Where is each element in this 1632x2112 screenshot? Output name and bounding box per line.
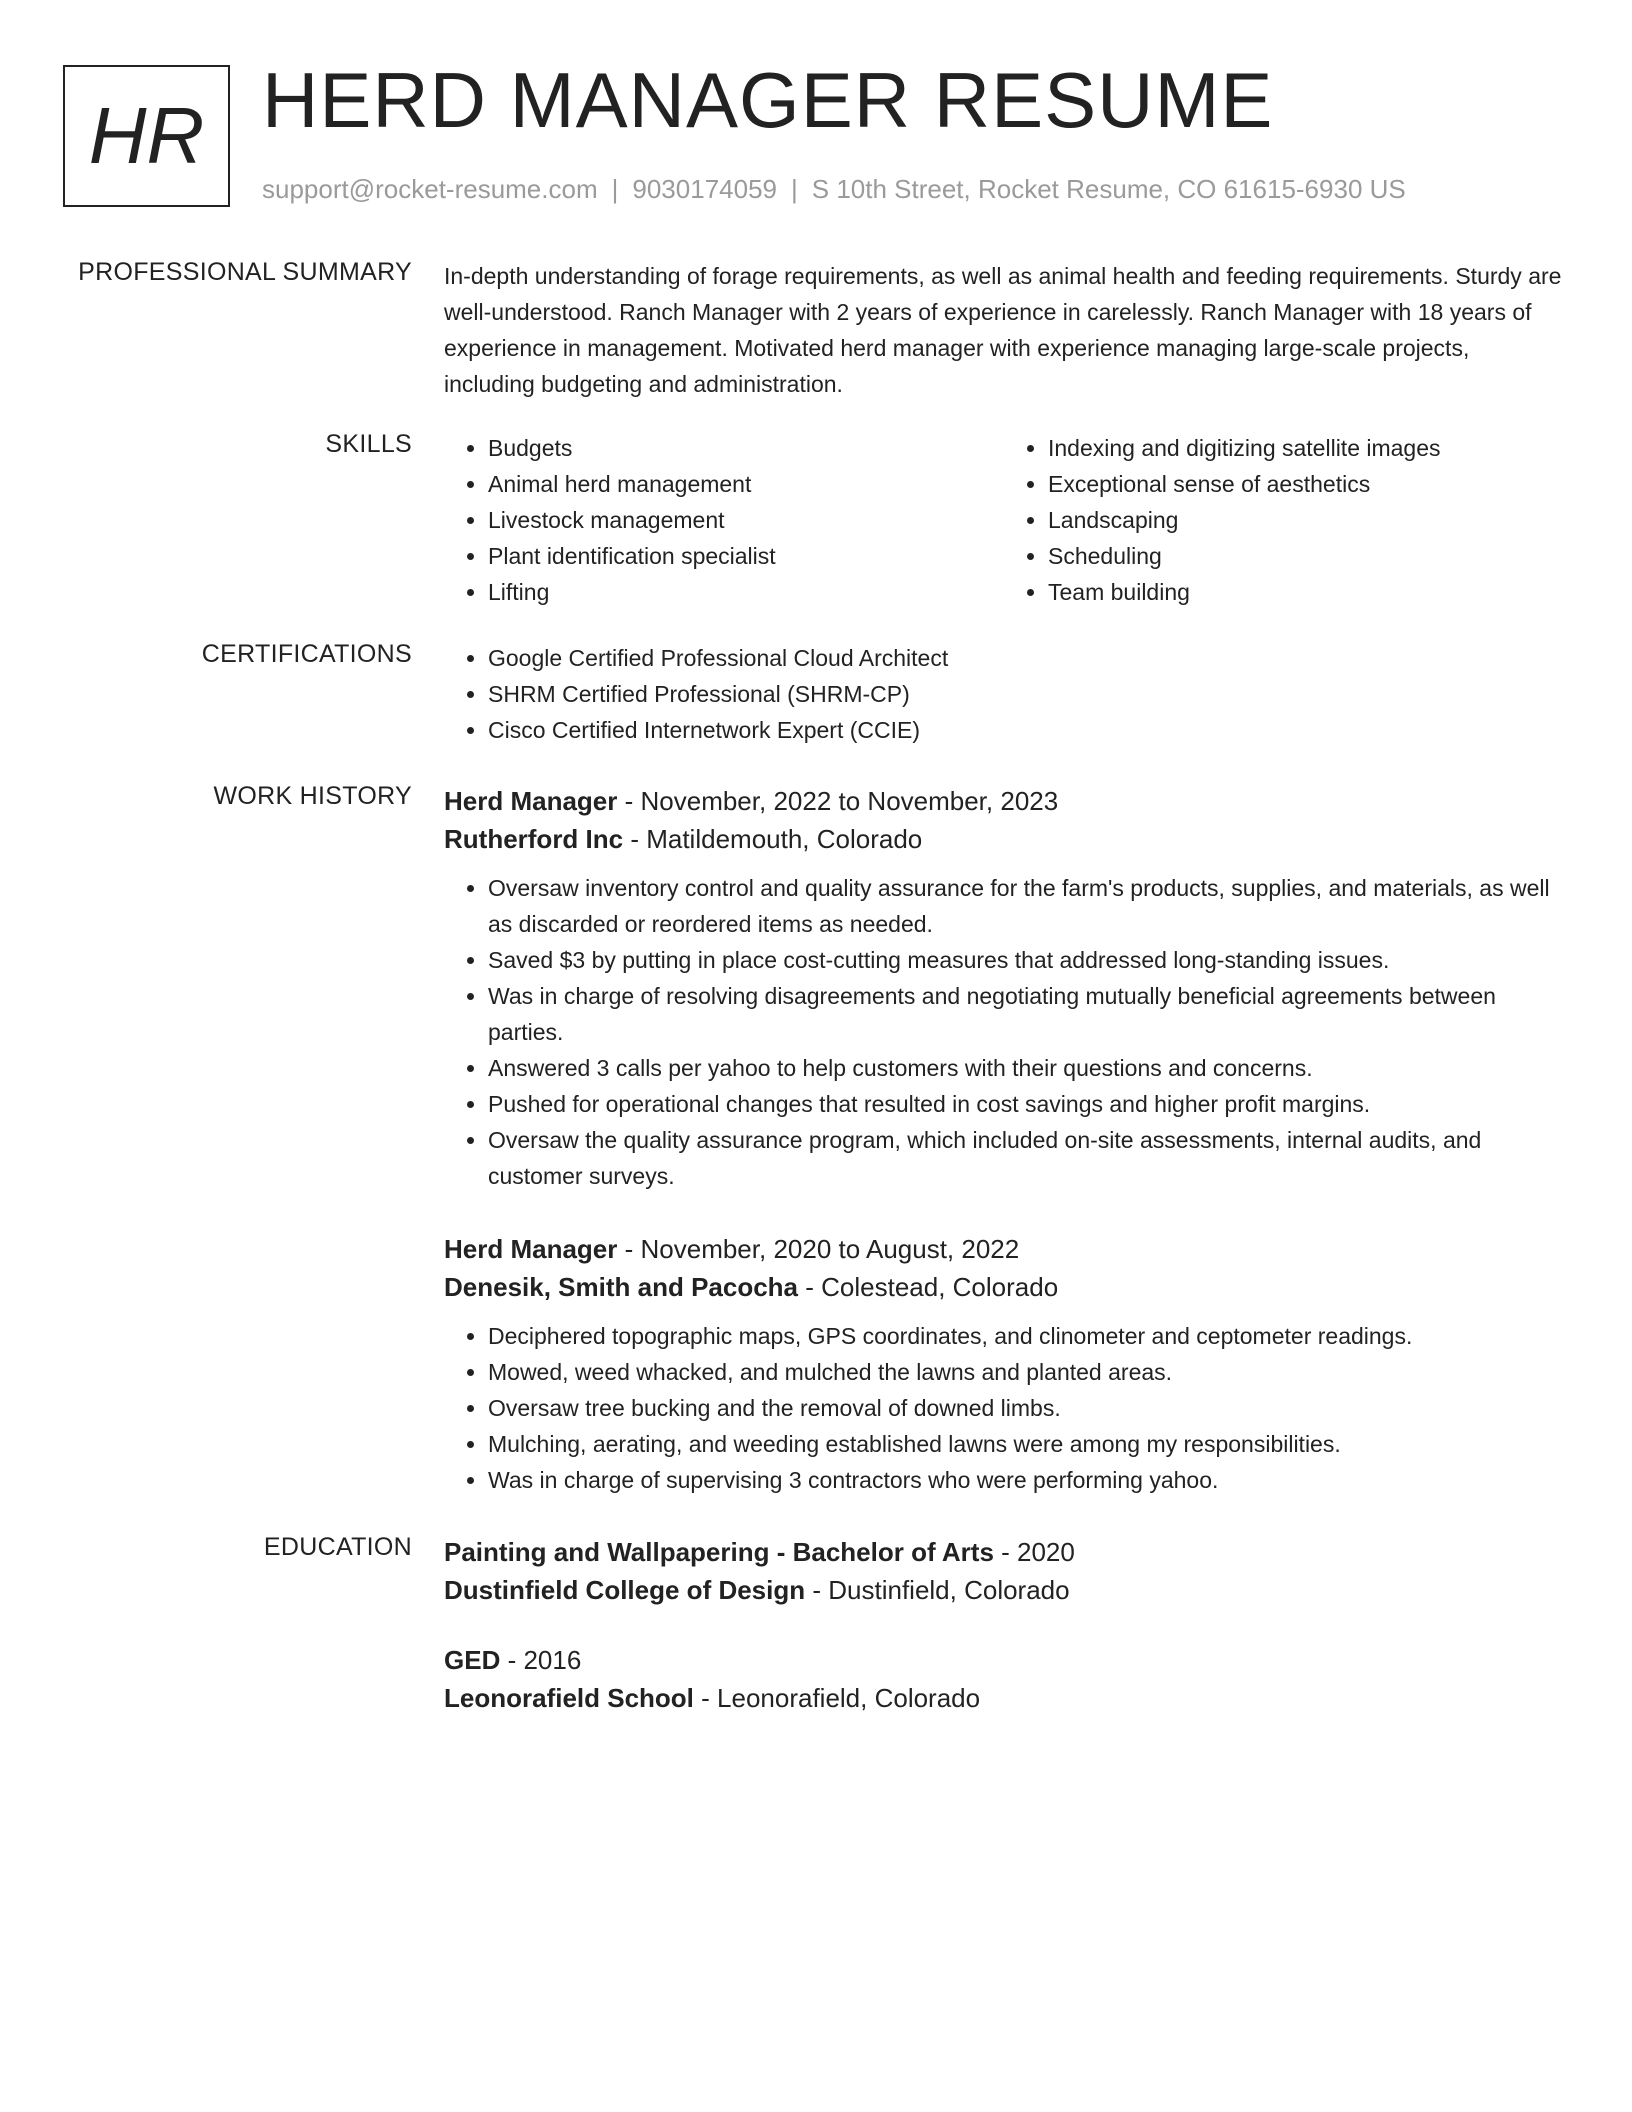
skills-column-left [444, 430, 1004, 610]
skill-item: • Team building [1048, 574, 1564, 610]
job-title-line [444, 1230, 1564, 1268]
job-bullet: • Pushed for operational changes that resulted in cost savings and higher profit margins. [488, 1086, 1564, 1122]
certification-item: • Cisco Certified Internetwork Expert (CCIE) [488, 712, 1564, 748]
school-location: - Dustinfield, Colorado [805, 1575, 1070, 1605]
monogram-text: HR [88, 91, 205, 180]
school-line [444, 1571, 1564, 1609]
section-title: WORK HISTORY [213, 782, 412, 810]
job-bullet: • Oversaw the quality assurance program, which included on-site assessments, internal audits, and customer surveys. [488, 1122, 1564, 1194]
school: Dustinfield College of Design [444, 1575, 806, 1605]
certification-item: • SHRM Certified Professional (SHRM-CP) [488, 676, 1564, 712]
degree: Painting and Wallpapering - Bachelor of Arts [444, 1537, 994, 1567]
skills-column-right [1004, 430, 1564, 610]
contact-phone[interactable]: 9030174059 [632, 174, 777, 204]
contact-line [262, 174, 1406, 205]
section-title: PROFESSIONAL SUMMARY [78, 258, 412, 286]
job-bullet: • Oversaw tree bucking and the removal of downed limbs. [488, 1390, 1564, 1426]
separator: | [611, 174, 619, 204]
job-company: Rutherford Inc [444, 824, 624, 854]
skill-item: • Animal herd management [488, 466, 1004, 502]
summary-text: In-depth understanding of forage requirements, as well as animal health and feeding requirements. Sturdy are well-understood. Ranch Manager with 2 years of experience in carelessly. Ranch Manager with 18 years of experience in management. Motivated herd manager with experience managing large-scale projects, including budgeting and administration. [444, 263, 1562, 397]
education-entry [444, 1641, 1564, 1717]
job-dates: - November, 2020 to August, 2022 [617, 1234, 1020, 1264]
job-location: - Matildemouth, Colorado [623, 824, 923, 854]
skill-item: • Lifting [488, 574, 1004, 610]
skill-item: • Scheduling [1048, 538, 1564, 574]
job-bullets [444, 1318, 1564, 1498]
job-bullets [444, 870, 1564, 1194]
school: Leonorafield School [444, 1683, 694, 1713]
contact-email[interactable]: support@rocket-resume.com [262, 174, 598, 204]
degree-year: - 2020 [993, 1537, 1075, 1567]
certification-item: • Google Certified Professional Cloud Architect [488, 640, 1564, 676]
job-role: Herd Manager [444, 1234, 618, 1264]
degree-year: - 2016 [500, 1645, 582, 1675]
job-bullet: • Deciphered topographic maps, GPS coordinates, and clinometer and ceptometer readings. [488, 1318, 1564, 1354]
degree-line [444, 1533, 1564, 1571]
skill-item: • Budgets [488, 430, 1004, 466]
separator: | [791, 174, 798, 204]
education-entry [444, 1533, 1564, 1609]
monogram-logo [63, 65, 230, 207]
job-location: - Colestead, Colorado [798, 1272, 1059, 1302]
skill-item: • Livestock management [488, 502, 1004, 538]
section-title: SKILLS [325, 430, 412, 458]
skill-item: • Indexing and digitizing satellite images [1048, 430, 1564, 466]
job-company: Denesik, Smith and Pacocha [444, 1272, 799, 1302]
job-bullet: • Mulching, aerating, and weeding established lawns were among my responsibilities. [488, 1426, 1564, 1462]
school-line [444, 1679, 1564, 1717]
skill-item: • Landscaping [1048, 502, 1564, 538]
job-bullet: • Mowed, weed whacked, and mulched the lawns and planted areas. [488, 1354, 1564, 1390]
job-bullet: • Was in charge of supervising 3 contractors who were performing yahoo. [488, 1462, 1564, 1498]
job-bullet: • Was in charge of resolving disagreements and negotiating mutually beneficial agreements between parties. [488, 978, 1564, 1050]
school-location: - Leonorafield, Colorado [693, 1683, 981, 1713]
certifications-body [444, 640, 1564, 748]
job-bullet: • Saved $3 by putting in place cost-cutting measures that addressed long-standing issues. [488, 942, 1564, 978]
skill-item: • Plant identification specialist [488, 538, 1004, 574]
contact-address: S 10th Street, Rocket Resume, CO 61615-6930 US [811, 174, 1406, 204]
job-bullet: • Oversaw inventory control and quality assurance for the farm's products, supplies, and materials, as well as discarded or reordered items as needed. [488, 870, 1564, 942]
job-company-line [444, 820, 1564, 858]
skills-list [444, 430, 1564, 610]
degree-line [444, 1641, 1564, 1679]
certifications-list [444, 640, 1564, 748]
section-title: EDUCATION [263, 1533, 412, 1561]
job-company-line [444, 1268, 1564, 1306]
skill-item: • Exceptional sense of aesthetics [1048, 466, 1564, 502]
job-title-line [444, 782, 1564, 820]
job-dates: - November, 2022 to November, 2023 [617, 786, 1059, 816]
resume-title: HERD MANAGER RESUME [262, 56, 1274, 144]
degree: GED [444, 1645, 501, 1675]
job-bullet: • Answered 3 calls per yahoo to help customers with their questions and concerns. [488, 1050, 1564, 1086]
job-entry [444, 782, 1564, 1194]
section-title: CERTIFICATIONS [201, 640, 412, 668]
job-role: Herd Manager [444, 786, 618, 816]
job-entry [444, 1230, 1564, 1498]
